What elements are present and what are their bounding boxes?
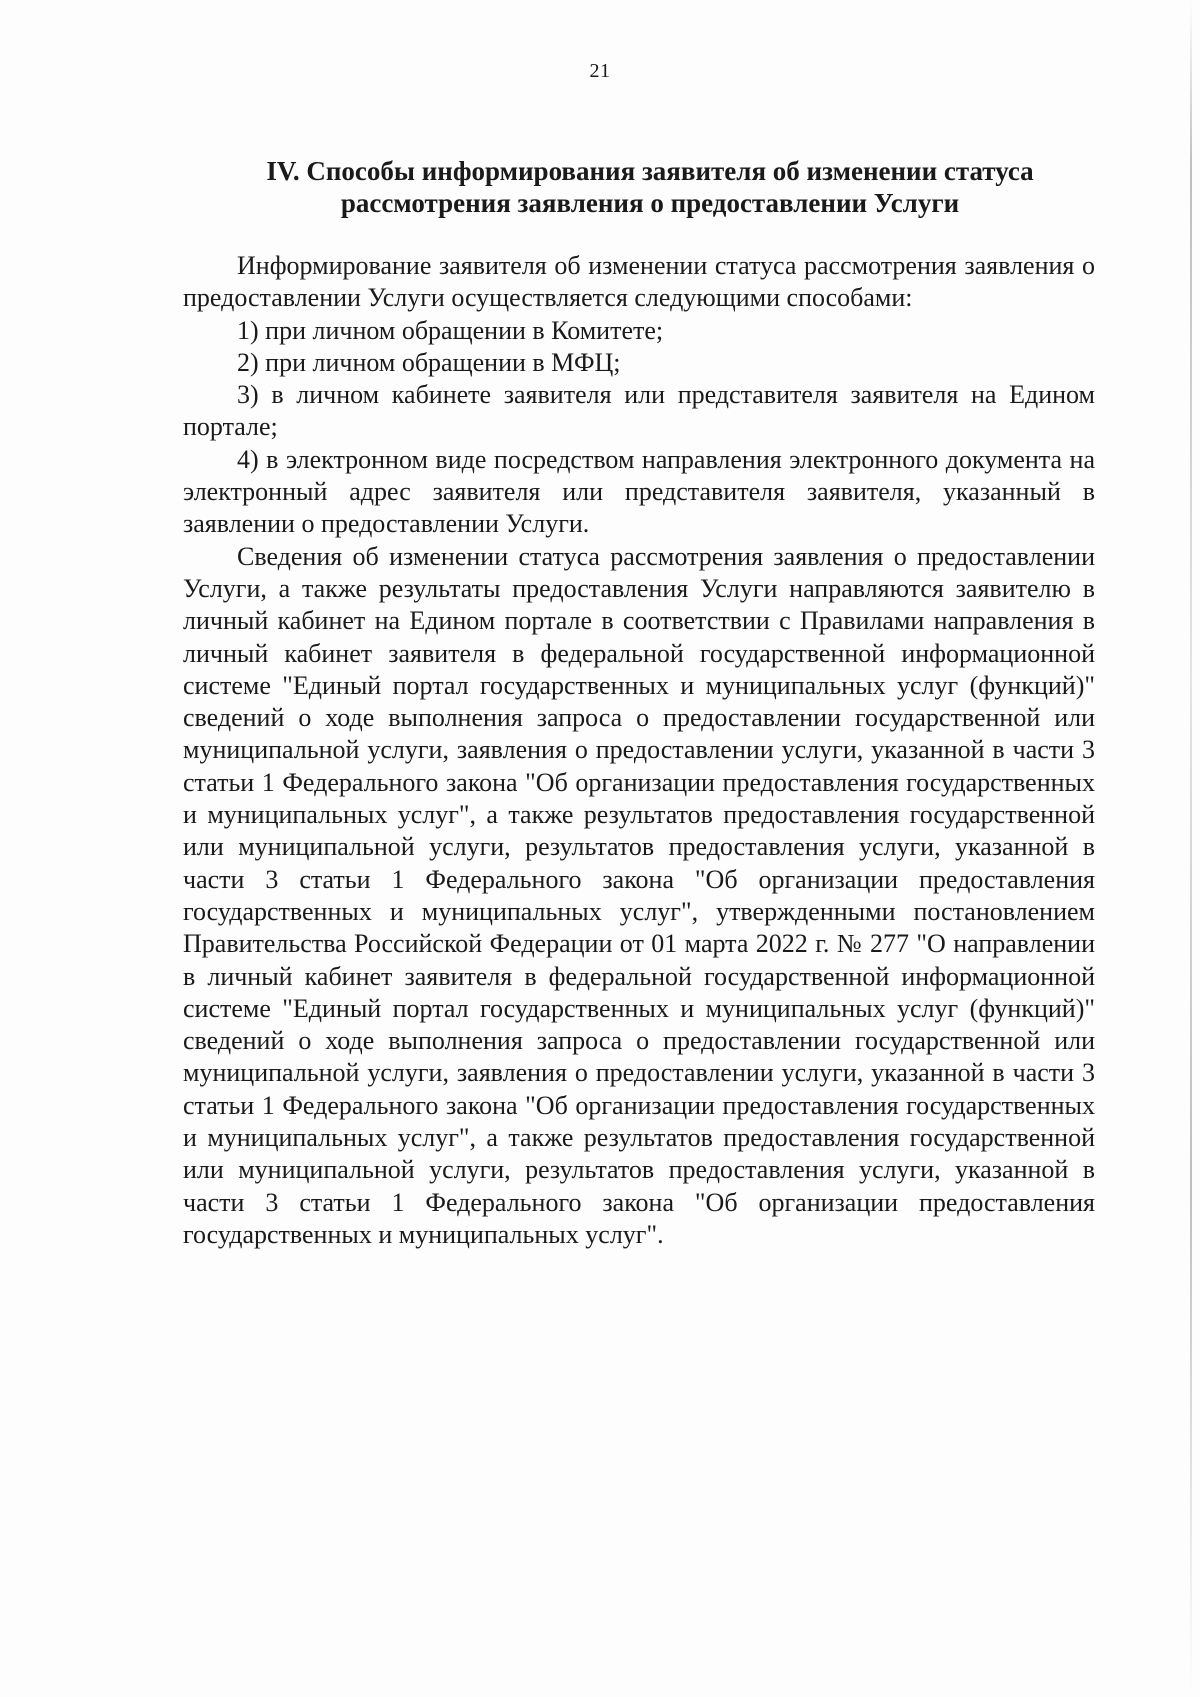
paragraph-intro: Информирование заявителя об изменении статуса рассмотрения заявления о предоставлении Услуги осуществляется следующими способами: xyxy=(183,251,1095,313)
page-number: 21 xyxy=(589,60,611,82)
section-heading xyxy=(180,155,1120,219)
list-item-1: 1) при личном обращении в Комитете; xyxy=(237,315,664,345)
section-heading-line-1: IV. Способы информирования заявителя об изменении статуса xyxy=(266,156,1034,186)
paragraph-details: Сведения об изменении статуса рассмотрения заявления о предоставлении Услуги, а также результаты предоставления Услуги направляются заявителю в личный кабинет на Едином портале в соответствии с Правилами направления в личный кабинет заявителя в федеральной государственной информационной системе "Единый портал государственных и муниципальных услуг (функций)" сведений о ходе выполнения запроса о предоставлении государственной или муниципальной услуги, заявления о предоставлении услуги, указанной в части 3 статьи 1 Федерального закона "Об организации предоставления государственных и муниципальных услуг", а также результатов предоставления государственной или муниципальной услуги, результатов предоставления услуги, указанной в части 3 статьи 1 Федерального закона "Об организации предоставления государственных и муниципальных услуг", утвержденными постановлением Правительства Российской Федерации от 01 марта 2022 г. № 277 "О направлении в личный кабинет заявителя в федеральной государственной информационной системе "Единый портал государственных и муниципальных услуг (функций)" сведений о ходе выполнения запроса о предоставлении государственной или муниципальной услуги, заявления о предоставлении услуги, указанной в части 3 статьи 1 Федерального закона "Об организации предоставления государственных и муниципальных услуг", а также результатов предоставления государственной или муниципальной услуги, результатов предоставления услуги, указанной в части 3 статьи 1 Федерального закона "Об организации предоставления государственных и муниципальных услуг". xyxy=(183,541,1095,1249)
document-body xyxy=(183,250,1095,1251)
list-item-4: 4) в электронном виде посредством направления электронного документа на электронный адрес заявителя или представителя заявителя, указанный в заявлении о предоставлении Услуги. xyxy=(183,444,1095,539)
list-item-3: 3) в личном кабинете заявителя или представителя заявителя на Едином портале; xyxy=(183,380,1095,442)
list-item-2: 2) при личном обращении в МФЦ; xyxy=(237,347,621,377)
scan-edge xyxy=(1190,0,1192,1697)
section-heading-line-2: рассмотрения заявления о предоставлении Услуги xyxy=(340,188,960,218)
